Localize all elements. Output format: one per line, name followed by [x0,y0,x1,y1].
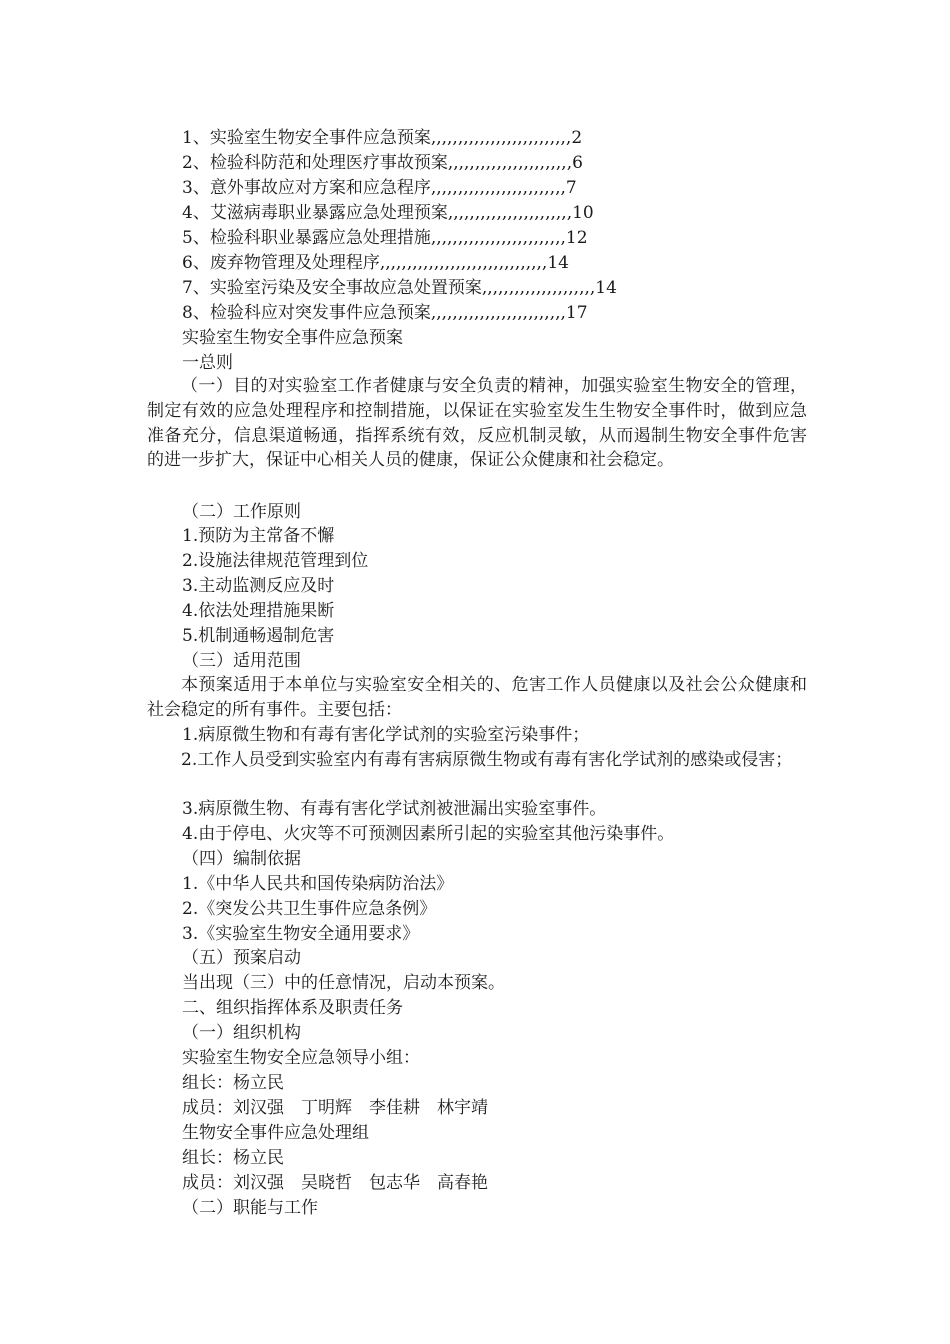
toc-item: 8、检验科应对突发事件应急预案,,,,,,,,,,,,,,,,,,,,,,,,,17 [182,303,588,323]
basis-item: 3.《实验室生物安全通用要求》 [182,924,420,944]
scope-item: 1.病原微生物和有毒有害化学试剂的实验室污染事件； [182,725,590,745]
subsection-heading-duties: （二）职能与工作 [182,1198,318,1218]
group-title: 实验室生物安全应急领导小组： [182,1048,420,1068]
subsection-heading-basis: （四）编制依据 [182,849,301,869]
activation-text: 当出现（三）中的任意情况，启动本预案。 [182,973,505,993]
principle-item: 4.依法处理措施果断 [182,601,335,621]
scope-item: 4.由于停电、火灾等不可预测因素所引起的实验室其他污染事件。 [182,824,675,844]
principle-item: 1.预防为主常备不懈 [182,526,335,546]
basis-item: 1.《中华人民共和国传染病防治法》 [182,874,454,894]
subsection-heading-scope: （三）适用范围 [182,651,301,671]
document-title: 实验室生物安全事件应急预案 [182,328,403,348]
basis-item: 2.《突发公共卫生事件应急条例》 [182,899,437,919]
group-leader: 组长：杨立民 [182,1073,284,1093]
group-members: 成员：刘汉强 吴晓哲 包志华 高春艳 [182,1173,488,1193]
subsection-heading-principles: （二）工作原则 [182,502,301,522]
scope-item: 3.病原微生物、有毒有害化学试剂被泄漏出实验室事件。 [182,799,607,819]
subsection-heading-structure: （一）组织机构 [182,1023,301,1043]
group-title: 生物安全事件应急处理组 [182,1123,369,1143]
toc-item: 3、意外事故应对方案和应急程序,,,,,,,,,,,,,,,,,,,,,,,,,7 [182,178,577,198]
section-heading-general: 一总则 [182,353,233,373]
scope-paragraph: 本预案适用于本单位与实验室安全相关的、危害工作人员健康以及社会公众健康和社会稳定的所有事件。主要包括： [147,675,807,720]
purpose-paragraph: （一）目的对实验室工作者健康与安全负责的精神，加强实验室生物安全的管理，制定有效的应急处理程序和控制措施，以保证在实验室发生生物安全事件时，做到应急准备充分，信息渠道畅通，指挥系统有效，反应机制灵敏，从而遏制生物安全事件危害的进一步扩大，保证中心相关人员的健康，保证公众健康和社会稳定。 [147,376,807,471]
scope-item: 2.工作人员受到实验室内有毒有害病原微生物或有毒有害化学试剂的感染或侵害； [181,750,793,770]
section-heading-organization: 二、组织指挥体系及职责任务 [182,998,403,1018]
toc-item: 7、实验室污染及安全事故应急处置预案,,,,,,,,,,,,,,,,,,,,,14 [182,278,617,298]
principle-item: 3.主动监测反应及时 [182,576,335,596]
principle-item: 5.机制通畅遏制危害 [182,626,335,646]
toc-item: 6、废弃物管理及处理程序,,,,,,,,,,,,,,,,,,,,,,,,,,,,,,,14 [182,253,569,273]
subsection-heading-activation: （五）预案启动 [182,948,301,968]
toc-item: 2、检验科防范和处理医疗事故预案,,,,,,,,,,,,,,,,,,,,,,,6 [182,153,583,173]
toc-item: 1、实验室生物安全事件应急预案,,,,,,,,,,,,,,,,,,,,,,,,,,2 [182,128,583,148]
toc-item: 4、艾滋病毒职业暴露应急处理预案,,,,,,,,,,,,,,,,,,,,,,,10 [182,203,594,223]
toc-item: 5、检验科职业暴露应急处理措施,,,,,,,,,,,,,,,,,,,,,,,,,12 [182,228,588,248]
group-members: 成员：刘汉强 丁明辉 李佳耕 林宇靖 [182,1098,488,1118]
group-leader: 组长：杨立民 [182,1148,284,1168]
principle-item: 2.设施法律规范管理到位 [182,551,369,571]
